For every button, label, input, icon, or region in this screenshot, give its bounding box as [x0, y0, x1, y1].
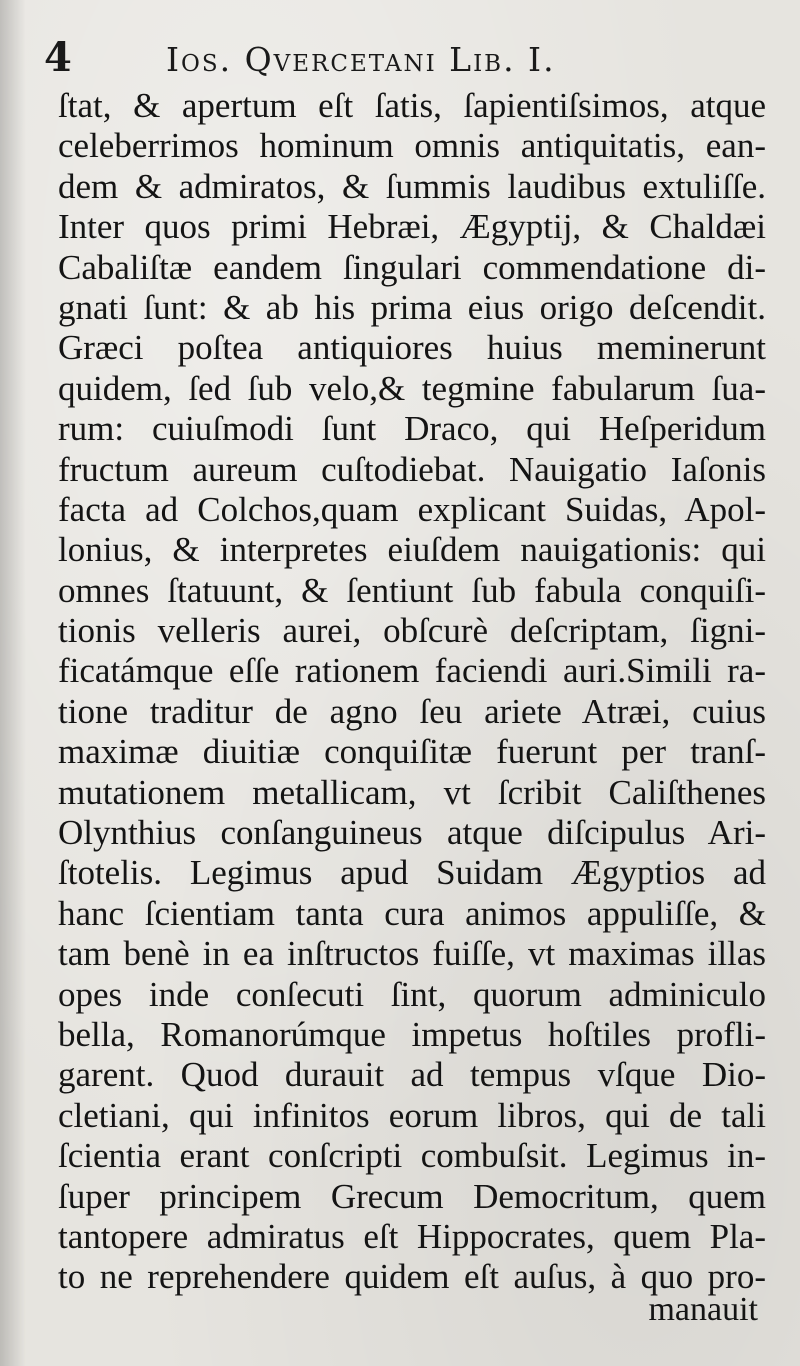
text-line: quidem, ſed ſub velo,& tegmine fabularum ſua-: [58, 368, 766, 408]
text-line: Inter quos primi Hebræi, Ægyptij, & Chaldæi: [58, 207, 766, 247]
text-line: dem & admiratos, & ſummis laudibus extuliſſe.: [58, 166, 766, 206]
text-line: tantopere admiratus eſt Hippocrates, quem Pla-: [58, 1216, 766, 1256]
text-line: tione traditur de agno ſeu ariete Atræi, cuius: [58, 691, 766, 731]
text-line: maximæ diuitiæ conquiſitæ fuerunt per tranſ-: [58, 732, 766, 772]
text-line: mutationem metallicam, vt ſcribit Caliſthenes: [58, 772, 766, 812]
text-line: rum: cuiuſmodi ſunt Draco, qui Heſperidum: [58, 409, 766, 449]
text-line: tam benè in ea inſtructos fuiſſe, vt maximas illas: [58, 934, 766, 974]
text-line: bella, Romanorúmque impetus hoſtiles profli-: [58, 1014, 766, 1054]
text-line: tionis velleris aurei, obſcurè deſcriptam, ſigni-: [58, 611, 766, 651]
text-line: ſuper principem Grecum Democritum, quem: [58, 1176, 766, 1216]
text-line: hanc ſcientiam tanta cura animos appuliſſe, &: [58, 893, 766, 933]
text-line: opes inde conſecuti ſint, quorum adminiculo: [58, 974, 766, 1014]
text-line: ſtotelis. Legimus apud Suidam Ægyptios ad: [58, 853, 766, 893]
text-line: celeberrimos hominum omnis antiquitatis, ean-: [58, 126, 766, 166]
text-line: Græci poſtea antiquiores huius meminerunt: [58, 328, 766, 368]
page-header: [44, 34, 764, 84]
text-line: ſcientia erant conſcripti combuſsit. Legimus in-: [58, 1136, 766, 1176]
text-line: ſtat, & apertum eſt ſatis, ſapientiſsimos, atque: [58, 86, 766, 125]
text-line: cletiani, qui infinitos eorum libros, qui de tali: [58, 1095, 766, 1135]
text-line: ficatámque eſſe rationem faciendi auri.Simili ra-: [58, 651, 766, 691]
text-line: omnes ſtatuunt, & ſentiunt ſub fabula conquiſi-: [58, 570, 766, 610]
text-line: gnati ſunt: & ab his prima eius origo deſcendit.: [58, 287, 766, 327]
text-line: Cabaliſtæ eandem ſingulari commendatione di-: [58, 247, 766, 287]
text-line: fructum aureum cuſtodiebat. Nauigatio Iaſonis: [58, 449, 766, 489]
page-number: 4: [44, 34, 72, 81]
text-line: Olynthius conſanguineus atque diſcipulus Ari-: [58, 813, 766, 853]
text-line: facta ad Colchos,quam explicant Suidas, Apol-: [58, 489, 766, 529]
body-text: [58, 86, 766, 1298]
catchword: manauit: [648, 1291, 758, 1328]
running-head: Ios. Qvercetani Lib. I.: [166, 40, 556, 79]
text-line: lonius, & interpretes eiuſdem nauigationis: qui: [58, 530, 766, 570]
text-line: garent. Quod durauit ad tempus vſque Dio-: [58, 1055, 766, 1095]
text-line: to ne reprehendere quidem eſt auſus, à quo pro-: [58, 1257, 766, 1297]
